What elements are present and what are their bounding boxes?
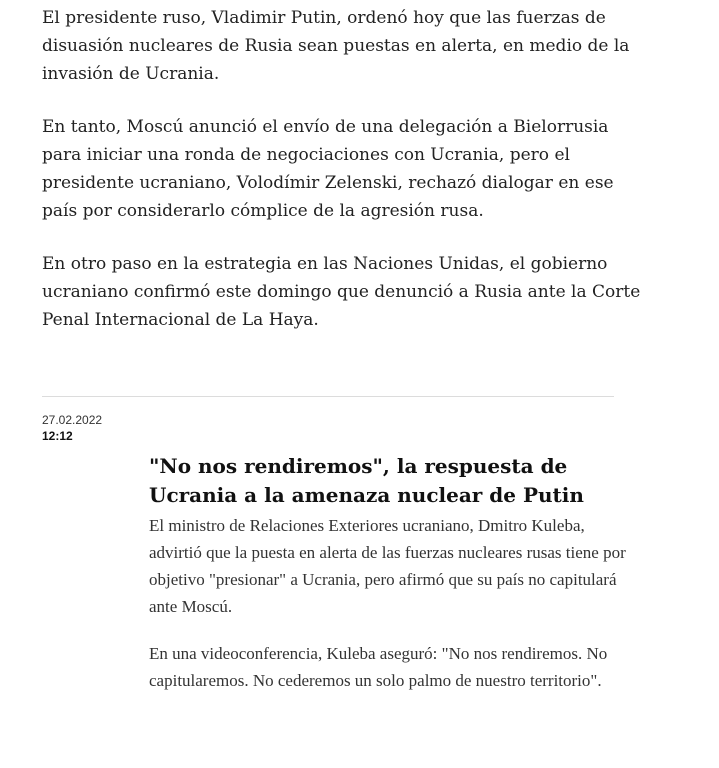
entry-paragraph: El ministro de Relaciones Exteriores ucraniano, Dmitro Kuleba, advirtió que la puesta en alerta de las fuerzas nucleares rusas tiene por objetivo "presionar" a Ucrania, pero afirmó que su país no capitulará ante Moscú. <box>149 516 626 616</box>
live-entry <box>149 452 629 714</box>
entry-date: 27.02.2022 <box>42 413 103 427</box>
entry-time: 12:12 <box>42 429 73 443</box>
entry-headline: "No nos rendiremos", la respuesta de Ucrania a la amenaza nuclear de Putin <box>149 454 584 507</box>
article-paragraph: En otro paso en la estrategia en las Naciones Unidas, el gobierno ucraniano confirmó este domingo que denunció a Rusia ante la Corte Penal Internacional de La Haya. <box>42 254 641 330</box>
entry-paragraph: En una videoconferencia, Kuleba aseguró: "No nos rendiremos. No capitularemos. No cederemos un solo palmo de nuestro territorio". <box>149 644 608 690</box>
article-paragraph: El presidente ruso, Vladimir Putin, ordenó hoy que las fuerzas de disuasión nucleares de Rusia sean puestas en alerta, en medio de la invasión de Ucrania. <box>42 8 630 84</box>
entry-divider <box>42 396 614 397</box>
article-intro <box>42 4 642 359</box>
entry-timestamp <box>42 412 102 444</box>
article-paragraph: En tanto, Moscú anunció el envío de una delegación a Bielorrusia para iniciar una ronda de negociaciones con Ucrania, pero el presidente ucraniano, Volodímir Zelenski, rechazó dialogar en ese país por considerarlo cómplice de la agresión rusa. <box>42 117 614 221</box>
